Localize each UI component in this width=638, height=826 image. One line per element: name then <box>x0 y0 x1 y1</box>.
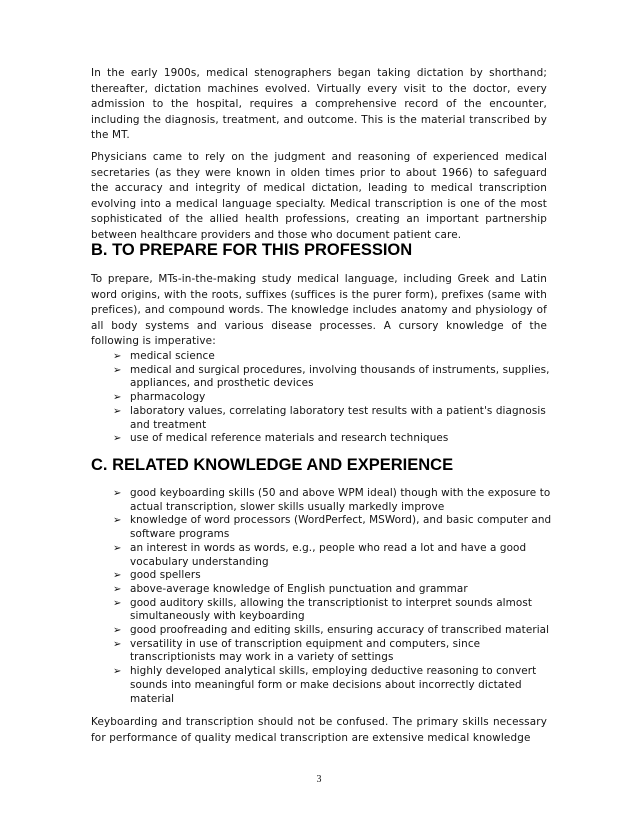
arrow-bullet-icon: ➢ <box>113 364 122 376</box>
list-item <box>113 432 553 446</box>
arrow-bullet-icon: ➢ <box>113 351 122 362</box>
intro-paragraph-1: In the early 1900s, medical stenographers began taking dictation by shorthand; thereafter, dictation machines evolved. Virtually every visit to the doctor, every admission to the hospital, requires a comprehensive record of the encounter, including the diagnosis, treatment, and outcome. This is the material transcribed by the MT. <box>91 67 547 142</box>
list-item-text: knowledge of word processors (WordPerfect, MSWord), and basic computer and software programs <box>130 514 552 541</box>
list-item-text: pharmacology <box>130 391 206 404</box>
arrow-bullet-icon: ➢ <box>113 666 122 678</box>
list-item <box>113 569 553 583</box>
arrow-bullet-icon: ➢ <box>113 392 122 404</box>
page-number: 3 <box>316 774 322 785</box>
list-item-text: good spellers <box>130 569 201 582</box>
section-c-bullet-list <box>113 487 553 706</box>
section-c-heading: C. RELATED KNOWLEDGE AND EXPERIENCE <box>91 456 454 474</box>
section-b-heading: B. TO PREPARE FOR THIS PROFESSION <box>91 241 413 259</box>
list-item-text: highly developed analytical skills, employing deductive reasoning to convert sounds into meaningful form or make decisions about incorrectly dictated material <box>130 665 537 705</box>
arrow-bullet-icon: ➢ <box>113 405 122 417</box>
closing-paragraph: Keyboarding and transcription should not be confused. The primary skills necessary for performance of quality medical transcription are extensive medical knowledge <box>91 716 547 744</box>
list-item <box>113 350 553 364</box>
list-item-text: good keyboarding skills (50 and above WPM ideal) though with the exposure to actual transcription, slower skills usually markedly improve <box>130 487 551 513</box>
arrow-bullet-icon: ➢ <box>113 570 122 582</box>
arrow-bullet-icon: ➢ <box>113 433 122 445</box>
list-item <box>113 391 553 405</box>
arrow-bullet-icon: ➢ <box>113 625 122 637</box>
list-item <box>113 597 553 624</box>
list-item-text: use of medical reference materials and research techniques <box>130 432 449 445</box>
list-item-text: good proofreading and editing skills, ensuring accuracy of transcribed material <box>130 624 550 637</box>
arrow-bullet-icon: ➢ <box>113 638 122 650</box>
list-item-text: versatility in use of transcription equipment and computers, since transcriptionists may work in a variety of settings <box>130 637 481 664</box>
list-item-text: above-average knowledge of English punctuation and grammar <box>130 582 468 595</box>
arrow-bullet-icon: ➢ <box>113 542 122 554</box>
arrow-bullet-icon: ➢ <box>113 488 122 499</box>
list-item <box>113 624 553 638</box>
intro-paragraph-2: Physicians came to rely on the judgment and reasoning of experienced medical secretaries (as they were known in olden times prior to about 1966) to safeguard the accuracy and integrity of medical dictation, leading to medical transcription evolving into a medical language specialty. Medical transcription is one of the most sophisticated of the allied health professions, creating an important partnership between healthcare providers and those who document patient care. <box>91 151 547 241</box>
list-item-text: good auditory skills, allowing the transcriptionist to interpret sounds almost simultaneously with keyboarding <box>130 596 533 623</box>
list-item <box>113 665 553 706</box>
section-b-bullet-list <box>113 350 553 446</box>
list-item-text: an interest in words as words, e.g., people who read a lot and have a good vocabulary understanding <box>130 541 527 568</box>
list-item <box>113 364 553 391</box>
list-item <box>113 487 553 514</box>
list-item <box>113 638 553 665</box>
arrow-bullet-icon: ➢ <box>113 515 122 527</box>
list-item <box>113 514 553 541</box>
arrow-bullet-icon: ➢ <box>113 597 122 609</box>
list-item-text: medical science <box>130 350 215 362</box>
section-b-paragraph: To prepare, MTs-in-the-making study medical language, including Greek and Latin word origins, with the roots, suffixes (suffices is the purer form), prefixes (same with prefices), and compound words. The knowledge includes anatomy and physiology of all body systems and various disease processes. A cursory knowledge of the following is imperative: <box>91 273 547 348</box>
list-item <box>113 583 553 597</box>
list-item <box>113 542 553 569</box>
list-item <box>113 405 553 432</box>
arrow-bullet-icon: ➢ <box>113 583 122 595</box>
list-item-text: laboratory values, correlating laboratory test results with a patient's diagnosis and treatment <box>130 404 546 431</box>
list-item-text: medical and surgical procedures, involving thousands of instruments, supplies, appliances, and prosthetic devices <box>130 363 550 390</box>
